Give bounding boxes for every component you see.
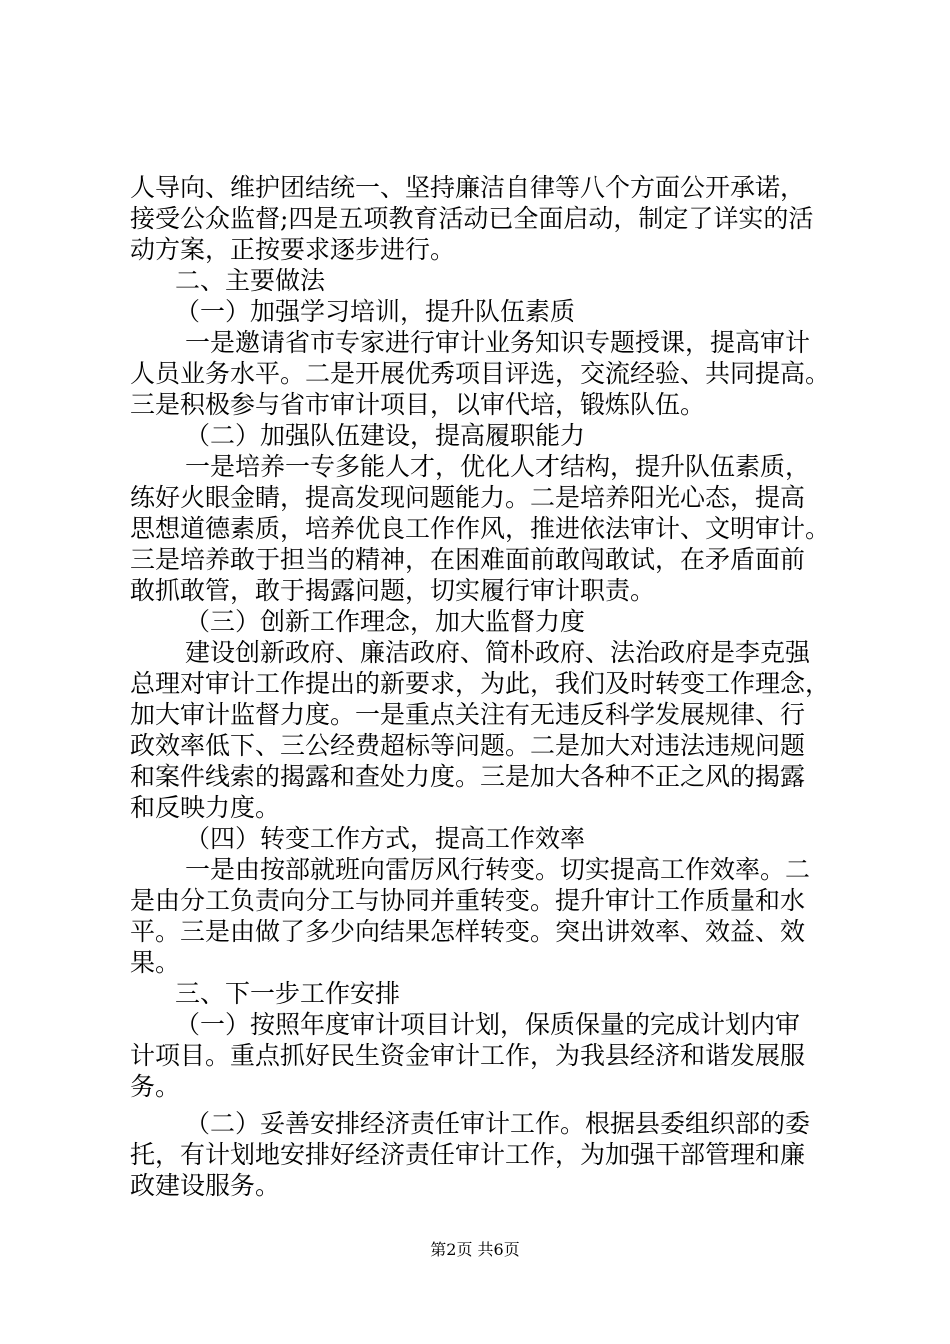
text-line: 三是积极参与省市审计项目，以审代培，锻炼队伍。 [130,390,706,419]
text-line: 动方案，正按要求逐步进行。 [130,235,456,264]
text-line: 思想道德素质，培养优良工作作风，推进依法审计、文明审计。 [130,514,830,543]
page-footer: 第2页 共6页 [430,1240,520,1259]
text-line: （三）创新工作理念，加大监督力度 [185,607,586,636]
text-line: 一是培养一专多能人才，优化人才结构，提升队伍素质， [185,452,811,481]
text-line: 一是邀请省市专家进行审计业务知识专题授课，提高审计 [185,328,811,357]
text-line: 加大审计监督力度。一是重点关注有无违反科学发展规律、行 [130,700,806,729]
text-line: 人员业务水平。二是开展优秀项目评选，交流经验、共同提高。 [130,359,830,388]
text-line: 托，有计划地安排好经济责任审计工作，为加强干部管理和廉 [130,1140,806,1169]
text-line: 人导向、维护团结统一、坚持廉洁自律等八个方面公开承诺， [130,173,806,202]
text-line: 和反映力度。 [130,793,281,822]
text-line: 政效率低下、三公经费超标等问题。二是加大对违法违规问题 [130,731,806,760]
text-line: 是由分工负责向分工与协同并重转变。提升审计工作质量和水 [130,886,806,915]
text-line: 建设创新政府、廉洁政府、简朴政府、法治政府是李克强 [185,638,811,667]
document-body [130,172,830,1201]
text-line: （二）妥善安排经济责任审计工作。根据县委组织部的委 [185,1109,811,1138]
text-line: 练好火眼金睛，提高发现问题能力。二是培养阳光心态，提高 [130,483,806,512]
text-line: 三、下一步工作安排 [175,979,401,1008]
text-line: 二、主要做法 [175,266,326,295]
text-line: 计项目。重点抓好民生资金审计工作，为我县经济和谐发展服 [130,1041,806,1070]
text-line: （二）加强队伍建设，提高履职能力 [185,421,586,450]
text-line: 一是由按部就班向雷厉风行转变。切实提高工作效率。二 [185,855,811,884]
text-line: 务。 [130,1072,181,1101]
text-line: 三是培养敢于担当的精神，在困难面前敢闯敢试，在矛盾面前 [130,545,806,574]
text-line: 接受公众监督;四是五项教育活动已全面启动，制定了详实的活 [130,204,814,233]
text-line: 敢抓敢管，敢于揭露问题，切实履行审计职责。 [130,576,656,605]
text-line: 政建设服务。 [130,1171,281,1200]
text-line: 平。三是由做了多少向结果怎样转变。突出讲效率、效益、效 [130,917,806,946]
text-line: 总理对审计工作提出的新要求，为此，我们及时转变工作理念， [130,669,830,698]
text-line: （一）加强学习培训，提升队伍素质 [175,297,576,326]
text-line: （一）按照年度审计项目计划，保质保量的完成计划内审 [175,1010,801,1039]
text-line: （四）转变工作方式，提高工作效率 [185,824,586,853]
text-line: 果。 [130,948,181,977]
text-line: 和案件线索的揭露和查处力度。三是加大各种不正之风的揭露 [130,762,806,791]
